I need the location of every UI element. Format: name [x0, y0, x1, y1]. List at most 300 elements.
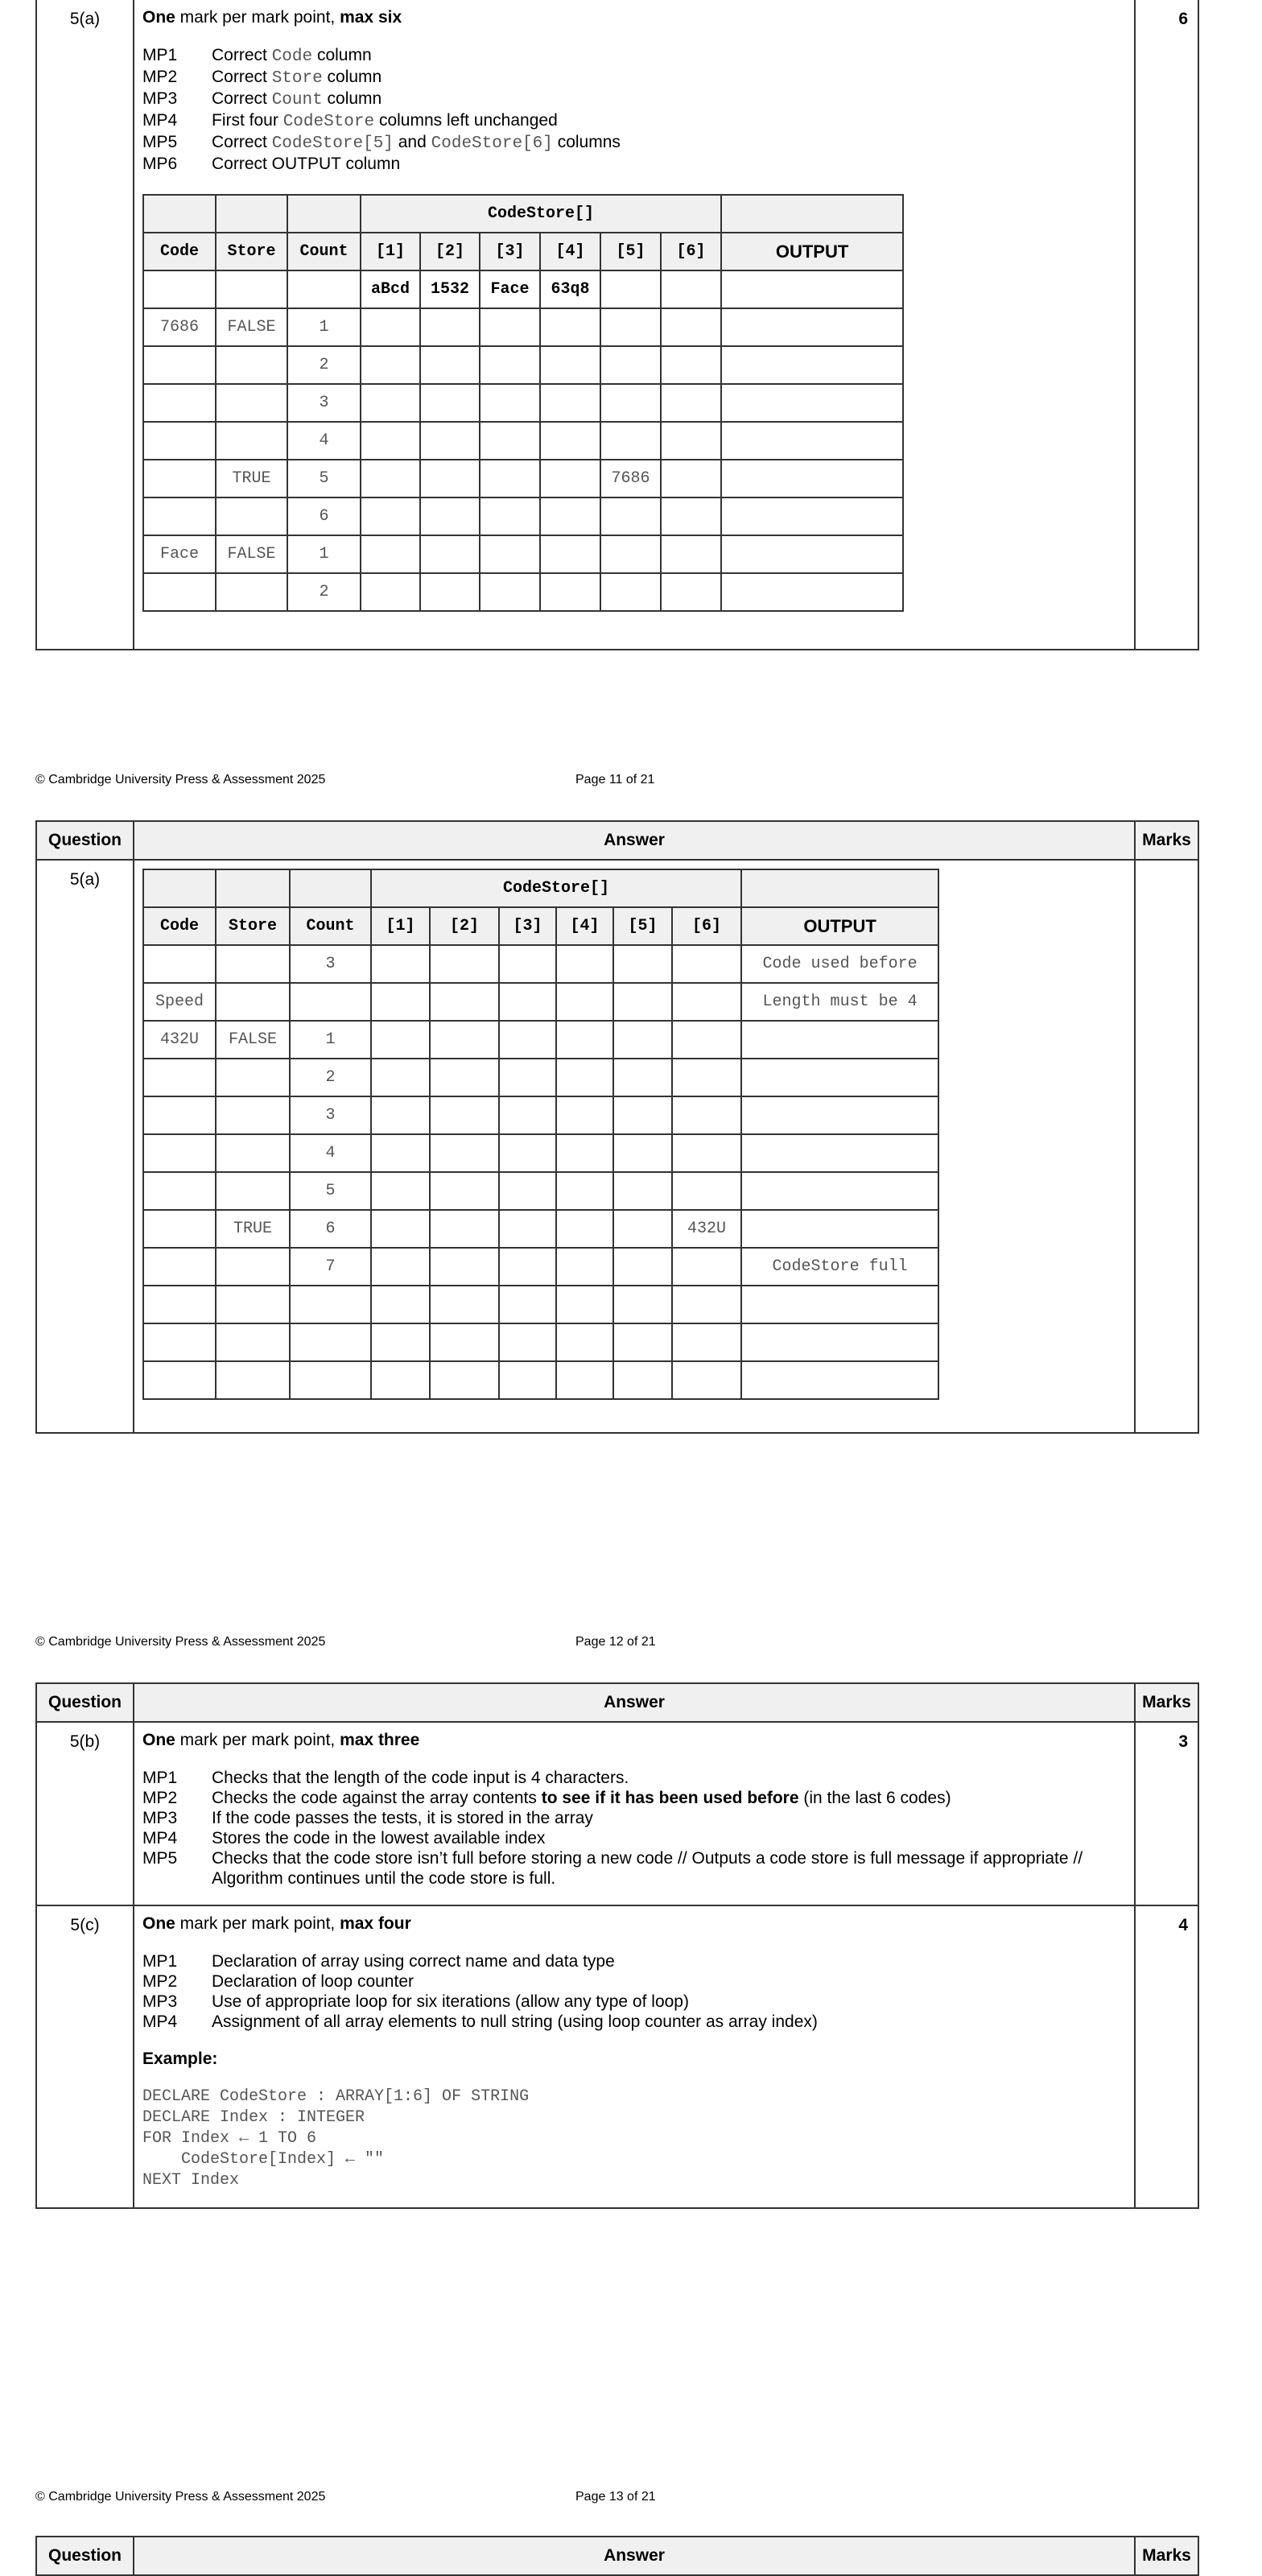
trace-cell: [721, 384, 903, 422]
trace-cell: [361, 346, 420, 384]
trace-cell: [499, 1323, 556, 1361]
trace-row: [143, 1172, 938, 1210]
mark-scheme-table-5a-part2: [35, 820, 1199, 1434]
trace-cell: [480, 308, 540, 346]
trace-cell: [721, 535, 903, 573]
trace-cell: [430, 1210, 499, 1248]
trace-row: [143, 983, 938, 1021]
mark-point: MP1 Correct Code column: [142, 46, 372, 66]
trace-cell: [480, 346, 540, 384]
mark-point: MP2 Correct Store column: [142, 68, 382, 88]
trace-cell: [371, 1361, 430, 1399]
trace-table: [142, 869, 939, 1400]
col-header-4: [4]: [540, 233, 600, 270]
mark-point: MP4 Stores the code in the lowest available index: [142, 1829, 546, 1847]
trace-cell: [540, 346, 600, 384]
trace-cell: [420, 346, 480, 384]
trace-cell: [613, 945, 672, 983]
blank-header: [290, 869, 371, 907]
pseudocode-example: [142, 2087, 1126, 2191]
trace-cell: [540, 573, 600, 611]
col-header-code: Code: [143, 907, 216, 945]
trace-cell: Face: [480, 270, 540, 308]
footer-page-number: Page 13 of 21: [575, 2490, 656, 2504]
header-answer: Answer: [134, 1683, 1135, 1722]
blank-header: [216, 195, 287, 233]
trace-cell: [290, 1286, 371, 1323]
trace-cell: [430, 1172, 499, 1210]
trace-cell: TRUE: [216, 1210, 290, 1248]
trace-cell: [480, 573, 540, 611]
trace-cell: [216, 497, 287, 535]
mark-point: MP4 Assignment of all array elements to null string (using loop counter as array index): [142, 2013, 818, 2031]
trace-row: [143, 1286, 938, 1323]
trace-cell: [430, 983, 499, 1021]
header-answer: Answer: [134, 2537, 1135, 2575]
trace-cell: [613, 1323, 672, 1361]
col-header-2: [2]: [430, 907, 499, 945]
trace-cell: [672, 1059, 741, 1096]
trace-cell: [371, 1286, 430, 1323]
trace-cell: [361, 422, 420, 460]
question-number: 5(c): [36, 1905, 134, 2208]
header-question: Question: [36, 1683, 134, 1722]
trace-cell: [216, 1361, 290, 1399]
col-header-3: [3]: [480, 233, 540, 270]
trace-row: [143, 573, 903, 611]
trace-cell: [672, 1248, 741, 1286]
trace-cell: [600, 346, 661, 384]
trace-cell: [420, 308, 480, 346]
trace-cell: [371, 1096, 430, 1134]
trace-cell: [480, 497, 540, 535]
trace-cell: 6: [287, 497, 361, 535]
trace-cell: [143, 1361, 216, 1399]
col-header-store: Store: [216, 907, 290, 945]
footer-copyright: © Cambridge University Press & Assessment 2025: [35, 1635, 326, 1649]
trace-cell: 2: [290, 1059, 371, 1096]
question-number: 5(a): [36, 0, 134, 650]
code-line: DECLARE Index : INTEGER: [142, 2108, 365, 2127]
trace-cell: [721, 308, 903, 346]
trace-cell: 6: [290, 1210, 371, 1248]
trace-cell: [143, 1059, 216, 1096]
header-marks: Marks: [1135, 821, 1198, 860]
trace-cell: [371, 1059, 430, 1096]
trace-cell: [290, 983, 371, 1021]
trace-cell: [430, 1059, 499, 1096]
blank-header: [143, 869, 216, 907]
trace-cell: [361, 308, 420, 346]
col-header-1: [1]: [361, 233, 420, 270]
trace-cell: [216, 346, 287, 384]
trace-cell: [216, 1248, 290, 1286]
trace-cell: [216, 1323, 290, 1361]
col-header-3: [3]: [499, 907, 556, 945]
trace-cell: [143, 1323, 216, 1361]
trace-cell: [216, 422, 287, 460]
trace-cell: [741, 1361, 938, 1399]
mark-point: MP3 Correct Count column: [142, 89, 382, 109]
trace-cell: [613, 983, 672, 1021]
footer-page-number: Page 12 of 21: [575, 1635, 656, 1649]
trace-row: [143, 1248, 938, 1286]
trace-row: [143, 1096, 938, 1134]
code-line: NEXT Index: [142, 2171, 240, 2190]
trace-cell: [371, 983, 430, 1021]
answer-cell: [134, 860, 1135, 1433]
trace-row: [143, 945, 938, 983]
trace-cell: [556, 1134, 613, 1172]
trace-cell: [613, 1096, 672, 1134]
blank-header: [216, 869, 290, 907]
footer-page-number: Page 11 of 21: [575, 773, 655, 786]
trace-cell: [287, 270, 361, 308]
trace-cell: 1: [290, 1021, 371, 1059]
mark-point: MP3 If the code passes the tests, it is stored in the array: [142, 1809, 593, 1827]
col-header-5: [5]: [613, 907, 672, 945]
trace-cell: [420, 460, 480, 497]
trace-cell: [741, 1323, 938, 1361]
trace-row: [143, 497, 903, 535]
trace-cell: [672, 1323, 741, 1361]
trace-cell: Speed: [143, 983, 216, 1021]
trace-cell: [556, 1286, 613, 1323]
trace-cell: 4: [290, 1134, 371, 1172]
trace-table: [142, 194, 904, 612]
trace-cell: [672, 1172, 741, 1210]
trace-cell: 3: [290, 945, 371, 983]
trace-cell: [721, 270, 903, 308]
header-question: Question: [36, 2537, 134, 2575]
trace-cell: [216, 945, 290, 983]
mark-point: MP5 Correct CodeStore[5] and CodeStore[6] columns: [142, 133, 621, 153]
trace-cell: [741, 1172, 938, 1210]
trace-cell: [556, 1021, 613, 1059]
trace-cell: [216, 384, 287, 422]
trace-cell: [499, 983, 556, 1021]
trace-cell: [600, 497, 661, 535]
trace-cell: [600, 535, 661, 573]
trace-row: [143, 422, 903, 460]
codestore-group-header: CodeStore[]: [361, 195, 721, 233]
trace-cell: [540, 422, 600, 460]
trace-cell: [661, 573, 721, 611]
mark-point: MP2 Checks the code against the array contents to see if it has been used before (in the last 6 codes): [142, 1789, 951, 1807]
col-header-output: OUTPUT: [721, 233, 903, 270]
trace-cell: [216, 1134, 290, 1172]
trace-cell: [613, 1361, 672, 1399]
trace-cell: [499, 1059, 556, 1096]
trace-cell: [143, 497, 216, 535]
trace-cell: [556, 1361, 613, 1399]
trace-cell: 7686: [600, 460, 661, 497]
trace-cell: [216, 1286, 290, 1323]
trace-cell: [420, 422, 480, 460]
marks-value: 4: [1135, 1905, 1198, 2208]
mark-point-list: [142, 1951, 1126, 2032]
trace-cell: [540, 308, 600, 346]
trace-row: [143, 1323, 938, 1361]
trace-cell: [556, 1248, 613, 1286]
trace-cell: [143, 1210, 216, 1248]
trace-cell: TRUE: [216, 460, 287, 497]
trace-cell: [540, 384, 600, 422]
trace-cell: [143, 346, 216, 384]
trace-cell: [556, 983, 613, 1021]
trace-cell: [672, 1021, 741, 1059]
trace-cell: [216, 270, 287, 308]
trace-cell: 1: [287, 308, 361, 346]
trace-cell: [420, 497, 480, 535]
trace-cell: 63q8: [540, 270, 600, 308]
mark-point-list: [142, 45, 1126, 174]
trace-cell: [741, 1210, 938, 1248]
col-header-6: [6]: [661, 233, 721, 270]
trace-cell: 3: [290, 1096, 371, 1134]
trace-cell: [600, 308, 661, 346]
trace-cell: [499, 1021, 556, 1059]
trace-cell: [216, 573, 287, 611]
trace-cell: 7: [290, 1248, 371, 1286]
mark-point: MP1 Declaration of array using correct name and data type: [142, 1952, 615, 1971]
example-label: Example:: [142, 2050, 218, 2068]
trace-cell: [600, 384, 661, 422]
trace-cell: [430, 1286, 499, 1323]
trace-cell: [600, 422, 661, 460]
trace-cell: [556, 1210, 613, 1248]
trace-cell: [540, 460, 600, 497]
trace-cell: [672, 1096, 741, 1134]
trace-row: [143, 1021, 938, 1059]
trace-cell: [741, 1059, 938, 1096]
trace-cell: [143, 1286, 216, 1323]
trace-cell: [721, 422, 903, 460]
footer-copyright: © Cambridge University Press & Assessment 2025: [35, 2490, 326, 2504]
trace-cell: [480, 422, 540, 460]
trace-cell: 5: [290, 1172, 371, 1210]
trace-cell: [216, 1096, 290, 1134]
trace-cell: [721, 460, 903, 497]
trace-cell: [430, 1248, 499, 1286]
trace-cell: [430, 1361, 499, 1399]
trace-cell: [420, 535, 480, 573]
trace-cell: [499, 1286, 556, 1323]
col-header-4: [4]: [556, 907, 613, 945]
trace-cell: [430, 1096, 499, 1134]
trace-cell: [556, 1323, 613, 1361]
trace-cell: [143, 1096, 216, 1134]
trace-row: [143, 346, 903, 384]
trace-cell: [480, 384, 540, 422]
mark-intro: One mark per mark point, max four: [142, 1914, 411, 1933]
trace-cell: [672, 1286, 741, 1323]
trace-cell: [143, 384, 216, 422]
trace-cell: 3: [287, 384, 361, 422]
trace-cell: [661, 497, 721, 535]
trace-cell: [143, 270, 216, 308]
trace-cell: 432U: [672, 1210, 741, 1248]
trace-cell: [661, 460, 721, 497]
trace-cell: [540, 497, 600, 535]
trace-cell: [741, 1096, 938, 1134]
trace-cell: [613, 1248, 672, 1286]
trace-cell: CodeStore full: [741, 1248, 938, 1286]
trace-cell: [721, 573, 903, 611]
trace-cell: [499, 1210, 556, 1248]
mark-point: MP6 Correct OUTPUT column: [142, 155, 401, 173]
trace-cell: [290, 1361, 371, 1399]
trace-cell: [741, 1021, 938, 1059]
answer-cell: [134, 0, 1135, 650]
trace-cell: [143, 1172, 216, 1210]
trace-cell: [721, 346, 903, 384]
mark-point: MP4 First four CodeStore columns left unchanged: [142, 111, 558, 131]
trace-cell: [143, 945, 216, 983]
trace-cell: [143, 1248, 216, 1286]
trace-row: [143, 1210, 938, 1248]
trace-row: [143, 270, 903, 308]
blank-header: [721, 195, 903, 233]
trace-cell: [143, 422, 216, 460]
col-header-1: [1]: [371, 907, 430, 945]
trace-cell: [430, 1323, 499, 1361]
trace-cell: [361, 535, 420, 573]
mark-intro: One mark per mark point, max six: [142, 8, 402, 27]
trace-cell: Code used before: [741, 945, 938, 983]
trace-cell: [613, 1210, 672, 1248]
trace-cell: [600, 573, 661, 611]
trace-cell: [371, 1323, 430, 1361]
trace-cell: FALSE: [216, 1021, 290, 1059]
trace-cell: [361, 573, 420, 611]
trace-cell: [672, 1361, 741, 1399]
trace-row: [143, 535, 903, 573]
question-number: 5(a): [36, 860, 134, 1433]
trace-cell: 7686: [143, 308, 216, 346]
trace-cell: [430, 1134, 499, 1172]
marks-value: 3: [1135, 1722, 1198, 1905]
col-header-output: OUTPUT: [741, 907, 938, 945]
trace-cell: [556, 1096, 613, 1134]
trace-cell: [661, 346, 721, 384]
trace-cell: [499, 945, 556, 983]
trace-cell: 2: [287, 346, 361, 384]
col-header-store: Store: [216, 233, 287, 270]
trace-cell: [613, 1286, 672, 1323]
trace-cell: Length must be 4: [741, 983, 938, 1021]
trace-cell: [556, 1059, 613, 1096]
trace-cell: [661, 422, 721, 460]
trace-cell: 1532: [420, 270, 480, 308]
trace-cell: [672, 1134, 741, 1172]
trace-cell: [661, 270, 721, 308]
trace-cell: [361, 384, 420, 422]
trace-cell: [216, 1059, 290, 1096]
trace-cell: [613, 1021, 672, 1059]
trace-cell: 432U: [143, 1021, 216, 1059]
trace-cell: FALSE: [216, 308, 287, 346]
col-header-count: Count: [287, 233, 361, 270]
trace-cell: [613, 1059, 672, 1096]
mark-point: MP5 Checks that the code store isn’t full before storing a new code // Outputs a code store is full message if appropriate // Algorithm continues until the code store is full.: [142, 1849, 1083, 1888]
codestore-group-header: CodeStore[]: [371, 869, 741, 907]
trace-cell: [721, 497, 903, 535]
trace-cell: [430, 945, 499, 983]
col-header-code: Code: [143, 233, 216, 270]
trace-cell: 2: [287, 573, 361, 611]
trace-cell: [290, 1323, 371, 1361]
marks-value: 6: [1135, 0, 1198, 650]
trace-cell: [143, 460, 216, 497]
trace-cell: [430, 1021, 499, 1059]
question-number: 5(b): [36, 1722, 134, 1905]
mark-scheme-table-5a-part1: [35, 0, 1199, 650]
trace-row: [143, 1059, 938, 1096]
mark-scheme-table-header-next: [35, 2536, 1199, 2576]
mark-intro: One mark per mark point, max three: [142, 1731, 420, 1749]
trace-row: [143, 308, 903, 346]
trace-cell: [420, 573, 480, 611]
trace-cell: [371, 1134, 430, 1172]
trace-cell: [371, 1248, 430, 1286]
trace-cell: [613, 1134, 672, 1172]
trace-cell: [480, 535, 540, 573]
trace-cell: [556, 945, 613, 983]
trace-row: [143, 460, 903, 497]
trace-cell: [371, 1210, 430, 1248]
trace-cell: 4: [287, 422, 361, 460]
trace-cell: [672, 983, 741, 1021]
trace-cell: [499, 1134, 556, 1172]
mark-point: MP3 Use of appropriate loop for six iterations (allow any type of loop): [142, 1992, 689, 2011]
trace-cell: [499, 1361, 556, 1399]
header-question: Question: [36, 821, 134, 860]
mark-scheme-table-5b-5c: [35, 1682, 1199, 2209]
trace-cell: [371, 945, 430, 983]
footer-copyright: © Cambridge University Press & Assessment 2025: [35, 773, 326, 786]
code-line: FOR Index ← 1 TO 6: [142, 2129, 317, 2148]
trace-row: [143, 1361, 938, 1399]
answer-cell: [134, 1905, 1135, 2208]
trace-cell: [216, 1172, 290, 1210]
col-header-5: [5]: [600, 233, 661, 270]
mark-point-list: [142, 1768, 1126, 1889]
trace-cell: [613, 1172, 672, 1210]
trace-cell: [371, 1172, 430, 1210]
trace-row: [143, 384, 903, 422]
trace-row: [143, 1134, 938, 1172]
answer-cell: [134, 1722, 1135, 1905]
mark-point: MP1 Checks that the length of the code input is 4 characters.: [142, 1769, 629, 1787]
trace-cell: [741, 1286, 938, 1323]
trace-cell: [556, 1172, 613, 1210]
trace-cell: 5: [287, 460, 361, 497]
blank-header: [741, 869, 938, 907]
trace-cell: aBcd: [361, 270, 420, 308]
trace-cell: FALSE: [216, 535, 287, 573]
trace-cell: [371, 1021, 430, 1059]
trace-cell: [216, 983, 290, 1021]
header-marks: Marks: [1135, 1683, 1198, 1722]
code-line: DECLARE CodeStore : ARRAY[1:6] OF STRING: [142, 2087, 530, 2106]
trace-cell: [499, 1172, 556, 1210]
trace-cell: [480, 460, 540, 497]
marks-value-empty: [1135, 860, 1198, 1433]
col-header-2: [2]: [420, 233, 480, 270]
trace-cell: [361, 460, 420, 497]
blank-header: [143, 195, 216, 233]
